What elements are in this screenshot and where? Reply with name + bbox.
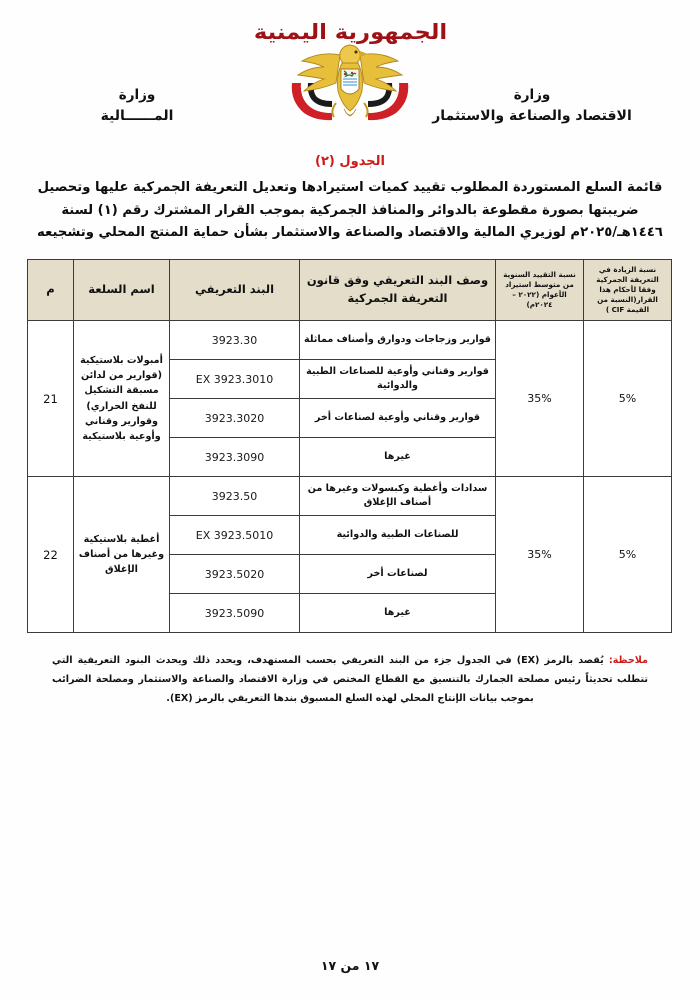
table-number-label: الجدول (٢) (315, 154, 385, 169)
cell-tariff-item: 3923.30 (170, 321, 300, 360)
col-header-increase-rate: نسبة الزيادة في التعريفة الجمركية وفقا لأحكام هذا القرار(النسبة من القيمة CIF ) (584, 260, 672, 321)
cell-tariff-description: قوارير وزجاجات ودوارق وأصناف مماثلة (300, 321, 496, 360)
footnote (52, 651, 648, 709)
footnote-text: يُقصد بالرمز (EX) في الجدول جزء من البند التعريفي بحسب المستهدف، ويحدد ذلك ويحدث البنود التعريفية التي تتطلب تحديثاً رئيس مصلحة الجمارك بالتنسيق مع القطاع المختص في وزارة الاقتصاد والصناعة والاستثمار ومصلحة الضرائب بموجب بيانات الإنتاج المحلي لهذه السلع المسبوق بندها التعريفي بالرمز (EX). (52, 655, 648, 705)
ministry-economy-line2: الاقتصاد والصناعة والاستثمار (432, 107, 632, 124)
ministry-economy-line1: وزارة (513, 87, 551, 103)
col-header-tariff-item: البند التعريفي (170, 260, 300, 321)
cell-increase-rate: 5% (584, 321, 672, 477)
cell-annual-cap: 35% (496, 477, 584, 633)
ministry-economy-heading (382, 86, 682, 126)
cell-tariff-description: قوارير وقناني وأوعية للصناعات الطبية والدوائية (300, 360, 496, 399)
cell-tariff-item: 3923.3020 (170, 399, 300, 438)
cell-tariff-item: 3923.50 (170, 477, 300, 516)
goods-table-container (28, 259, 672, 633)
document-header (0, 0, 700, 150)
page-number: ١٧ من ١٧ (320, 958, 380, 973)
ministry-finance-line1: وزارة (118, 87, 156, 103)
cell-tariff-description: قوارير وقناني وأوعية لصناعات أخر (300, 399, 496, 438)
col-header-goods-name: اسم السلعة (74, 260, 170, 321)
cell-goods-name: أغطية بلاستيكية وغيرها من أصناف الإغلاق (74, 477, 170, 633)
cell-serial: 22 (28, 477, 74, 633)
cell-goods-name: أمبولات بلاستيكية (قوارير من لدائن مسبقة التشكيل للنفخ الحراري) وقوارير وقناني وأوعية بلاستيكية (74, 321, 170, 477)
cell-serial: 21 (28, 321, 74, 477)
cell-tariff-description: غيرها (300, 594, 496, 633)
footnote-keyword: ملاحظة: (608, 655, 648, 667)
cell-tariff-description: للصناعات الطبية والدوائية (300, 516, 496, 555)
goods-table (27, 259, 672, 633)
cell-tariff-description: سدادات وأغطية وكبسولات وغيرها من أصناف الإغلاق (300, 477, 496, 516)
page-title: قائمة السلع المستوردة المطلوب تقييد كميات استيرادها وتعديل التعريفة الجمركية عليها وتحصيل ضريبتها بصورة مقطوعة بالدوائر والمنافذ الجمركية بموجب القرار المشترك رقم (١) لسنة ١٤٤٦هـ/٢٠٢٥م لوزيري المالية والاقتصاد والصناعة والاستثمار بشأن حماية المنتج المحلي وتشجيعه (37, 180, 663, 241)
cell-tariff-item: EX 3923.5010 (170, 516, 300, 555)
table-row (28, 477, 672, 516)
cell-tariff-description: لصناعات أخر (300, 555, 496, 594)
table-row (28, 321, 672, 360)
cell-increase-rate: 5% (584, 477, 672, 633)
cell-tariff-item: 3923.3090 (170, 438, 300, 477)
cell-tariff-item: 3923.5020 (170, 555, 300, 594)
cell-tariff-description: غيرها (300, 438, 496, 477)
table-header-row (28, 260, 672, 321)
col-header-serial: م (28, 260, 74, 321)
cell-tariff-item: 3923.5090 (170, 594, 300, 633)
republic-name-calligraphy: الجمهورية اليمنية (253, 20, 447, 44)
ministry-finance-heading (22, 86, 252, 126)
col-header-annual-cap: نسبة التقييد السنوية من متوسط استيراد الأعوام (٢٠٢٢ – ٢٠٢٤م) (496, 260, 584, 321)
ministry-finance-line2: المــــــالية (100, 107, 174, 124)
cell-tariff-item: EX 3923.3010 (170, 360, 300, 399)
table-body (28, 321, 672, 633)
col-header-tariff-description: وصف البند التعريفي وفق قانون التعريفة الجمركية (300, 260, 496, 321)
cell-annual-cap: 35% (496, 321, 584, 477)
